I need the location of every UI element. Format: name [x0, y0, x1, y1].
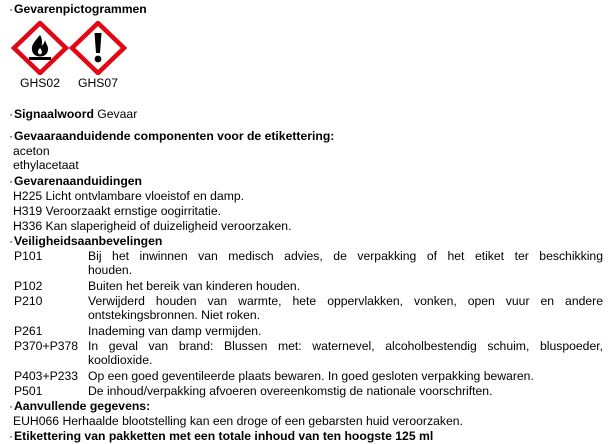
precaution-code: P210 — [14, 294, 43, 308]
precaution-text: De inhoud/verpakking afvoeren overeenkomstig de nationale voorschriften. — [88, 384, 493, 398]
hazard-statement: H319 Veroorzaakt ernstige oogirritatie. — [13, 204, 221, 218]
pictogram-code-ghs07: GHS07 — [78, 76, 118, 90]
exclamation-mark-icon — [69, 21, 127, 75]
section-bullet: · — [9, 234, 14, 248]
precaution-text — [88, 294, 603, 322]
hazard-statement: H336 Kan slaperigheid of duizeligheid veroorzaken. — [13, 219, 292, 233]
precautions-heading — [9, 234, 604, 248]
pictogram-code-ghs02: GHS02 — [20, 76, 60, 90]
section-bullet: · — [9, 174, 14, 188]
hazard-statement: H225 Licht ontvlambare vloeistof en damp. — [13, 189, 245, 203]
precaution-text — [88, 249, 603, 277]
additional-heading-text: Aanvullende gegevens: — [14, 399, 151, 413]
pictogram-ghs07 — [69, 21, 127, 90]
precaution-text: Buiten het bereik van kinderen houden. — [88, 279, 301, 293]
precautions-heading-text: Veiligheidsaanbevelingen — [14, 234, 163, 248]
components-heading-text: Gevaaraanduidende componenten voor de etikettering: — [14, 129, 335, 143]
precaution-code: P102 — [14, 279, 43, 293]
precaution-code: P501 — [14, 384, 43, 398]
component-item: aceton — [13, 144, 50, 158]
section-bullet: · — [9, 107, 14, 121]
precaution-text-line: houden. — [88, 263, 133, 277]
precaution-text-line: kooldioxide. — [88, 353, 153, 367]
precaution-text: Inademing van damp vermijden. — [88, 324, 262, 338]
precaution-text-line: In geval van brand: Blussen met: waternevel, alcoholbestendig schuim, bluspoeder, — [88, 339, 603, 353]
signal-word-value: Gevaar — [97, 107, 138, 121]
section-bullet: · — [9, 399, 14, 413]
precaution-code: P261 — [14, 324, 43, 338]
precaution-text-line: ontstekingsbronnen. Niet roken. — [88, 308, 261, 322]
flame-icon — [11, 21, 69, 75]
section-bullet: · — [9, 129, 14, 143]
precaution-code: P370+P378 — [14, 339, 79, 353]
component-item: ethylacetaat — [13, 158, 79, 172]
pictogram-ghs02 — [11, 21, 69, 90]
precaution-text-line: Bij het inwinnen van medisch advies, de verpakking of het etiket ter beschikking — [88, 249, 603, 263]
hazards-heading-text: Gevarenaanduidingen — [14, 174, 142, 188]
additional-heading — [9, 399, 604, 413]
section-bullet: · — [9, 429, 14, 443]
precaution-text: Op een goed geventileerde plaats bewaren. In goed gesloten verpakking bewaren. — [88, 369, 534, 383]
pictograms-heading — [9, 2, 604, 16]
additional-statement: EUH066 Herhaalde blootstelling kan een droge of een gebarsten huid veroorzaken. — [13, 414, 463, 428]
pictograms-heading-text: Gevarenpictogrammen — [14, 2, 147, 16]
precaution-text — [88, 339, 603, 367]
packaging-heading — [9, 429, 604, 443]
components-heading — [9, 129, 604, 143]
packaging-heading-text: Etikettering van pakketten met een totale inhoud van ten hoogste 125 ml — [14, 429, 434, 443]
precaution-code: P403+P233 — [14, 369, 79, 383]
signal-word-line — [9, 107, 604, 121]
precaution-text-line: Verwijderd houden van warmte, hete oppervlakken, vonken, open vuur en andere — [88, 294, 603, 308]
signal-word-label: Signaalwoord — [14, 107, 94, 121]
section-bullet: · — [9, 2, 14, 16]
precaution-code: P101 — [14, 249, 43, 263]
hazards-heading — [9, 174, 604, 188]
